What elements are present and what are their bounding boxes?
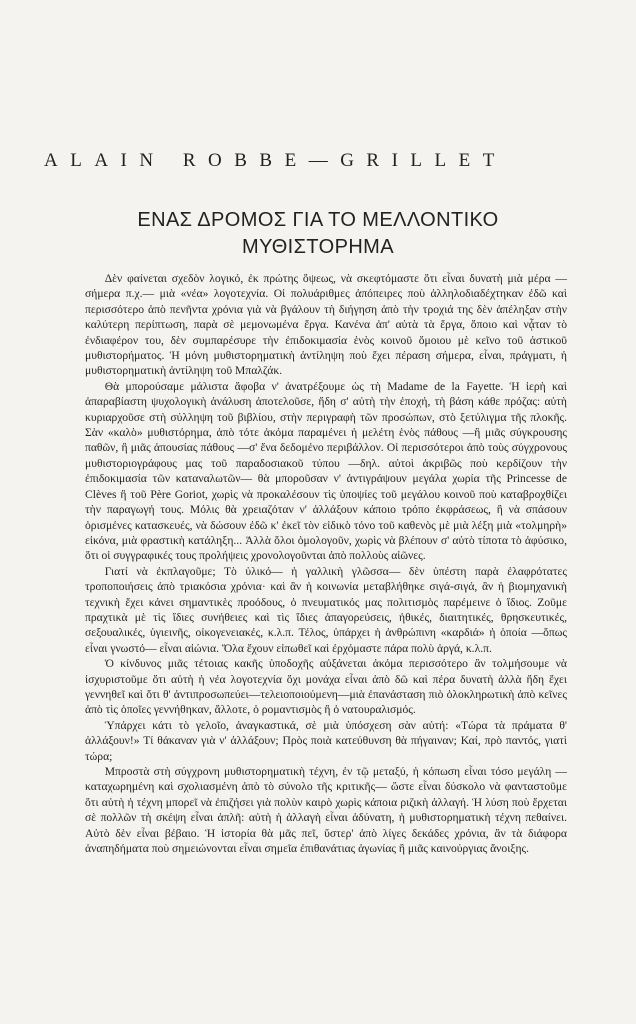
paragraph: Ὁ κίνδυνος μιᾶς τέτοιας κακῆς ὑποδοχῆς αὐξάνεται ἀκόμα περισσότερο ἂν τολμήσουμε νὰ ἰσχυριστοῦμε ὅτι αὐτὴ ἡ νέα λογοτεχνία ὄχι μονάχα εἶναι ἀπὸ δῶ καὶ πέρα δυνατὴ ἀλλὰ ἤδη ἔχει γεννηθεῖ καὶ ὅτι θ' ἀντιπροσωπεύει—τελειοποιούμενη—μιὰ ἐπανάσταση πιὸ ὁλοκληρωτικὴ ἀπὸ κεῖνες ἀπὸ τὶς ὁποῖες γεννήθηκαν, ἄλλοτε, ὁ ρομαντισμὸς ἢ ὁ νατουραλισμός.: [85, 657, 567, 717]
article-title: [40, 207, 596, 261]
title-line-1: ΕΝΑΣ ΔΡΟΜΟΣ ΓΙΑ ΤΟ ΜΕΛΛΟΝΤΙΚΟ: [137, 209, 499, 231]
article-body: [85, 271, 567, 856]
title-line-2: ΜΥΘΙΣΤΟΡΗΜΑ: [242, 236, 394, 258]
paragraph: Ὑπάρχει κάτι τὸ γελοῖο, ἀναγκαστικά, σὲ μιὰ ὑπόσχεση σὰν αὐτή: «Τώρα τὰ πράματα θ' ἀλλάξουν!» Τί θάκαναν γιὰ ν' ἀλλάξουν; Πρὸς ποιὰ κατεύθυνση θὰ πήγαιναν; Καί, πρὸ παντός, γιατὶ τώρα;: [85, 718, 567, 763]
paragraph: Θὰ μπορούσαμε μάλιστα ἄφοβα ν' ἀνατρέξουμε ὡς τὴ Madame de la Fayette. Ἡ ἱερὴ καὶ ἀπαραβίαστη ψυχολογικὴ ἀνάλυση ἀποτελοῦσε, ἤδη σ' αὐτὴ τὴν ἐποχή, τὴ βάση κάθε πρόζας: αὐτὴ κυριαρχοῦσε στὴ σύλληψη τοῦ βιβλίου, στὴν περιγραφὴ τῶν προσώπων, στὸ ξετύλιγμα τῆς πλοκῆς. Σὰν «καλὸ» μυθιστόρημα, ἀπὸ τότε ἀκόμα παραμένει ἡ μελέτη ἑνὸς πάθους —ἢ μιᾶς σύγκρουσης παθῶν, ἢ μιᾶς ἀπουσίας πάθους —σ' ἕνα δεδομένο περιβάλλον. Οἱ περισσότεροι ἀπὸ τοὺς σύγχρονους μυθιστοριογράφους μας τοῦ παραδοσιακοῦ τύπου —δηλ. αὐτοὶ ἀκριβῶς ποὺ κερδίζουν τὴν ἐπιδοκιμασία τῶν καταναλωτῶν— θὰ μποροῦσαν ν' ἀντιγράψουν μεγάλα χωρία τῆς Princesse de Clèves ἢ τοῦ Père Goriot, χωρὶς νὰ προκαλέσουν τὶς ὑποψίες τοῦ μεγάλου κοινοῦ ποὺ καταβροχθίζει τὴν παραγωγή τους. Μόλις θὰ χρειαζόταν ν' ἀλλάξουν κάποιο τρόπο ἐκφράσεως, ἢ νὰ σπάσουν ὁρισμένες κατασκευές, νὰ δώσουν ἐδῶ κ' ἐκεῖ τὸν εἰδικὸ τόνο τοῦ καθενὸς μὲ μιὰ λέξη μιὰ «τολμηρὴ» εἰκόνα, μιὰ φραστικὴ κατάληξη... Ἀλλὰ ὅλοι ὁμολογοῦν, χωρὶς νὰ βλέπουν σ' αὐτὸ τίποτα τὸ ἀφύσικο, ὅτι οἱ συγγραφικές τους προλήψεις χρονολογοῦνται ἀπὸ πολλοὺς αἰῶνες.: [85, 379, 567, 563]
author-name: ALAIN ROBBE—GRILLET: [44, 150, 507, 171]
paragraph: Δὲν φαίνεται σχεδὸν λογικό, ἐκ πρώτης ὄψεως, νὰ σκεφτόμαστε ὅτι εἶναι δυνατὴ μιὰ μέρα —σήμερα π.χ.— μιὰ «νέα» λογοτεχνία. Οἱ πολυάριθμες ἀπόπειρες ποὺ ἀλληλοδιαδέχτηκαν ἐδῶ καὶ περισσότερο ἀπὸ πενῆντα χρόνια γιὰ νὰ βγάλουν τὴ διήγηση ἀπὸ τὴν τροχιά της δὲν ἀπέληξαν στὴν καλύτερη περίπτωση, παρὰ σὲ μεμονωμένα ἔργα. Κανένα ἀπ' αὐτὰ τὰ ἔργα, ὅποιο καὶ νᾆταν τὸ ἐνδιαφέρον του, δὲν συμπαρέσυρε τὴν ἐπιδοκιμασία ἑνὸς κοινοῦ ὅμοιου μὲ κεῖνο τοῦ ἀστικοῦ μυθιστορήματος. Ἡ μόνη μυθιστορηματικὴ ἀντίληψη ποὺ ἔχει πέραση σήμερα, εἶναι, πράγματι, ἡ μυθιστορηματικὴ ἀντίληψη τοῦ Μπαλζάκ.: [85, 272, 567, 378]
paragraph: Γιατί νὰ ἐκπλαγοῦμε; Τὸ ὑλικό— ἡ γαλλικὴ γλῶσσα— δὲν ὑπέστη παρὰ ἐλαφρότατες τροποποιήσεις ἀπὸ τριακόσια χρόνια· καὶ ἂν ἡ κοινωνία μεταβλήθηκε σιγά-σιγά, ἂν ἡ βιομηχανικὴ τεχνικὴ ἔχει κάνει σημαντικὲς προόδους, ὁ πνευματικός μας πολιτισμὸς παρέμεινε ὁ ἴδιος. Ζοῦμε πραχτικὰ μὲ τὶς ἴδιες συνήθειες καὶ τὶς ἴδιες ἀπαγορεύσεις, ἠθικές, διαιτητικές, θρησκευτικές, σεξουαλικές, ὑγιεινῆς, οἰκογενειακές, κ.λ.π. Τέλος, ὑπάρχει ἡ ἀνθρώπινη «καρδιά» ἡ ὁποία —ὅπως εἶναι γνωστό— εἶναι αἰώνια. Ὅλα ἔχουν εἰπωθεῖ καὶ ἐρχόμαστε πάρα πολὺ ἀργά, κ.λ.π.: [85, 564, 567, 655]
paragraph: Μπροστὰ στὴ σύγχρονη μυθιστορηματικὴ τέχνη, ἐν τῷ μεταξύ, ἡ κόπωση εἶναι τόσο μεγάλη —καταχωρημένη καὶ σχολιασμένη ἀπὸ τὸ σύνολο τῆς κριτικῆς— ὥστε εἶναι δύσκολο νὰ φανταστοῦμε ὅτι αὐτὴ ἡ τέχνη μπορεῖ νὰ ἐπιζήσει γιὰ πολὺν καιρὸ χωρὶς κάποια ριζικὴ ἀλλαγή. Ἡ λύση ποὺ ἔρχεται σὲ πολλῶν τὴ σκέψη εἶναι ἁπλῆ: αὐτὴ ἡ ἀλλαγὴ εἶναι ἀδύνατη, ἡ μυθιστορηματικὴ τέχνη πεθαίνει. Αὐτὸ δὲν εἶναι βέβαιο. Ἡ ἱστορία θὰ μᾶς πεῖ, ὕστερ' ἀπὸ λίγες δεκάδες χρόνια, ἂν τὰ διάφορα ἀναπηδήματα ποὺ σημειώνονται εἶναι σημεῖα ἐπιθανάτιας ἀγωνίας ἢ μιᾶς καινούργιας ἄνοιξης.: [85, 765, 567, 856]
